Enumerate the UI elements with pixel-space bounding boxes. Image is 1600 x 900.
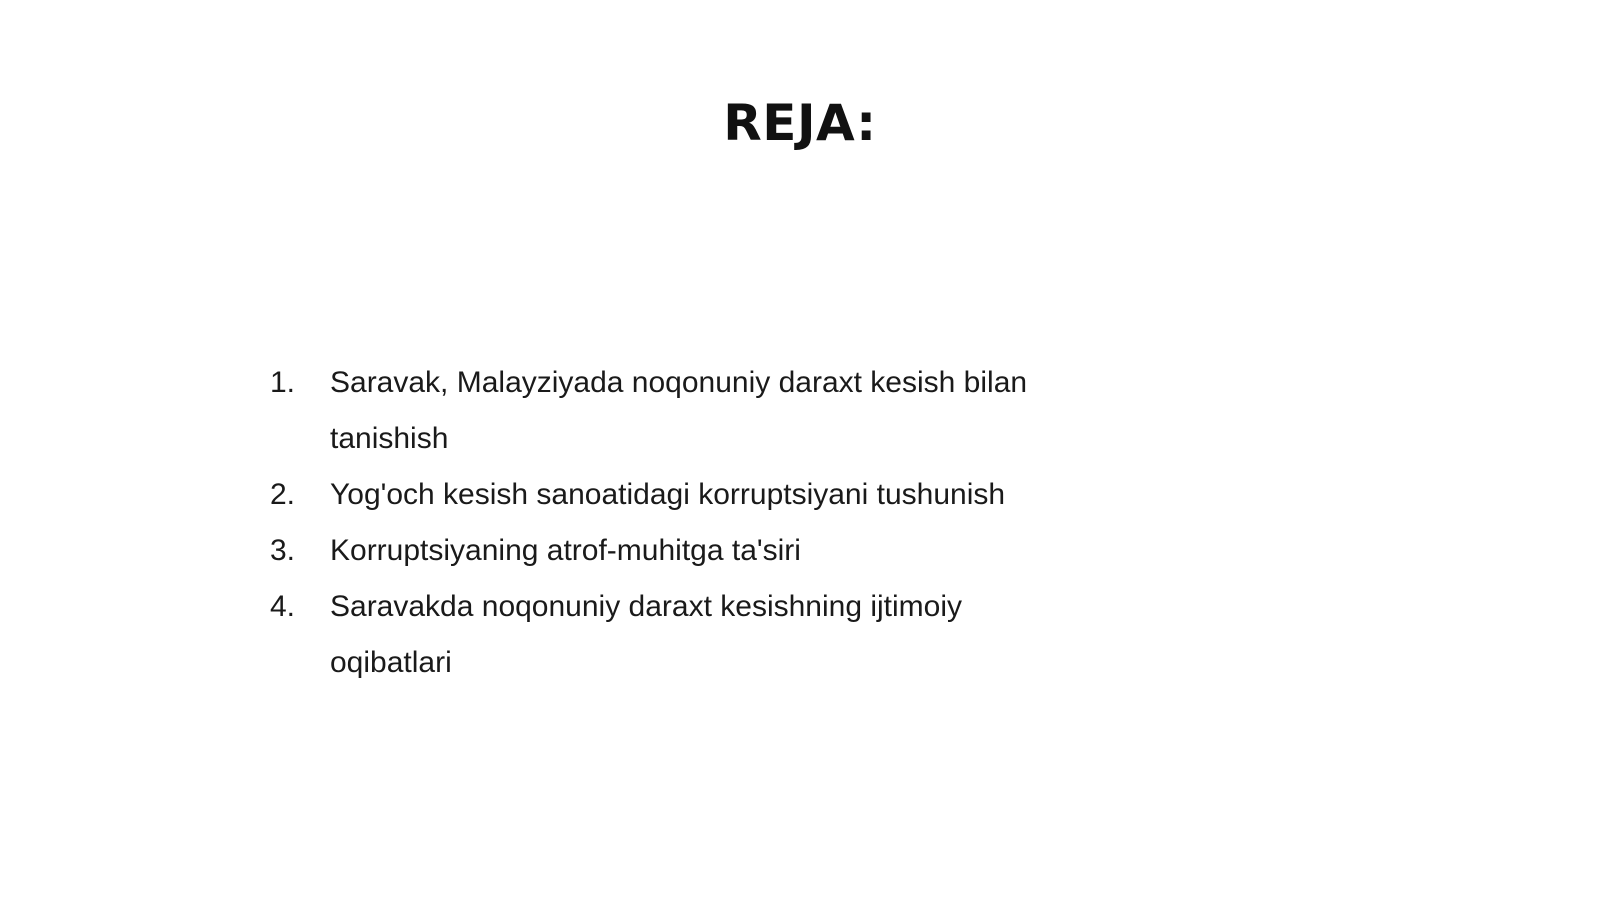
list-item: [270, 579, 1070, 691]
list-item-text: Saravak, Malayziyada noqonuniy daraxt kesish bilan tanishish: [330, 366, 1028, 455]
list-item: [270, 355, 1070, 467]
list-item-text: Yog'och kesish sanoatidagi korruptsiyani tushunish: [330, 478, 1006, 511]
list-item-text: Saravakda noqonuniy daraxt kesishning ijtimoiy oqibatlari: [330, 590, 963, 679]
plan-list: [270, 355, 1070, 691]
list-item-text: Korruptsiyaning atrof-muhitga ta'siri: [330, 534, 801, 567]
list-item-number: 3.: [270, 534, 296, 567]
slide-title: REJA:: [723, 94, 877, 152]
list-item: [270, 523, 1070, 579]
list-item: [270, 467, 1070, 523]
list-item-number: 1.: [270, 366, 296, 399]
list-item-number: 4.: [270, 590, 296, 623]
list-item-number: 2.: [270, 478, 296, 511]
